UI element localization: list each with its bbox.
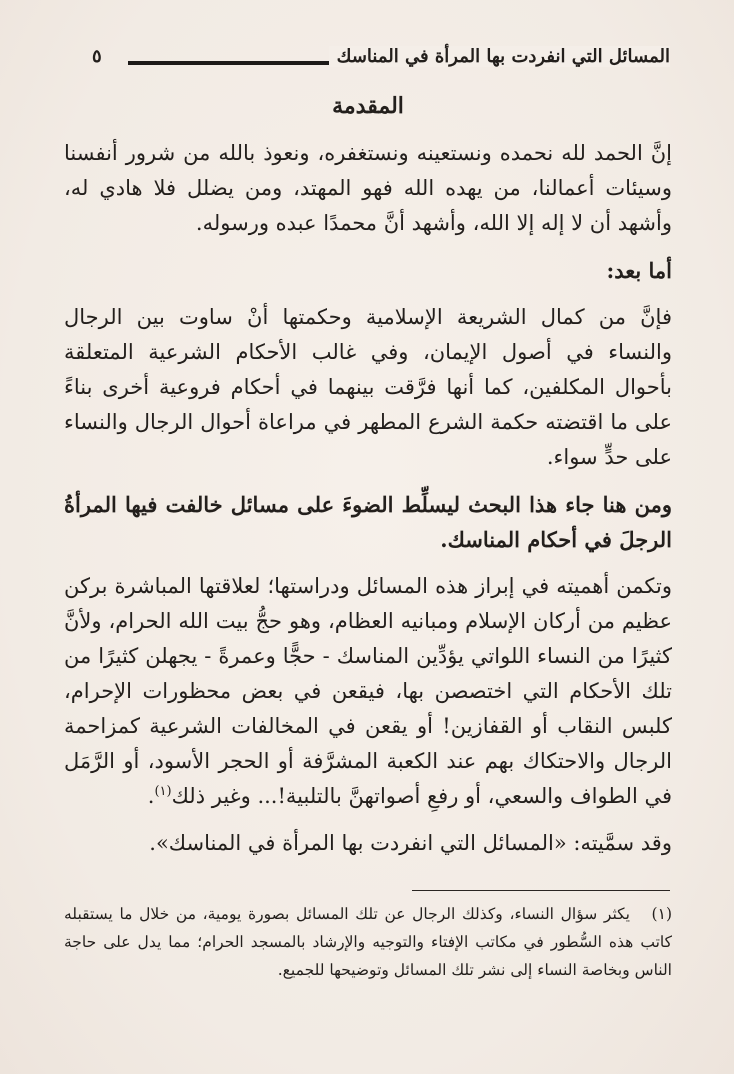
running-header [92,46,670,76]
footnote-separator [412,890,670,891]
page-number: ٥ [92,46,102,67]
paragraph-title-naming: وقد سمَّيته: «المسائل التي انفردت بها المرأة في المناسك». [149,831,672,855]
footnote-number: (١) [651,905,672,923]
paragraph-sharia: فإنَّ من كمال الشريعة الإسلامية وحكمتها أنْ ساوت بين الرجال والنساء في أصول الإيمان، وفي غالب الأحكام الشرعية المتعلقة بأحوال المكلفين، كما أنها فرَّقت بينهما في أحكام فروعية أخرى بناءً على ما اقتضته حكمة الشرع المطهر في مراعاة أحوال الرجال والنساء على حدٍّ سواء. [64,305,672,469]
footnote-text: يكثر سؤال النساء، وكذلك الرجال عن تلك المسائل بصورة يومية، من خلال ما يستقبله كاتب هذه السُّطور في مكاتب الإفتاء والتوجيه والإرشاد بالمسجد الحرام؛ مما يدل على حاجة الناس وبخاصة النساء إلى نشر تلك المسائل وتوضيحها للجميع. [64,905,672,979]
paragraph-research-purpose: ومن هنا جاء هذا البحث ليسلِّط الضوءَ على مسائل خالفت فيها المرأةُ الرجلَ في أحكام المناسك. [64,492,672,552]
footnote-reference[interactable]: (١) [154,784,172,799]
paragraph-opening: إنَّ الحمد لله نحمده ونستعينه ونستغفره، ونعوذ بالله من شرور أنفسنا وسيئات أعمالنا، من يهده الله فهو المهتد، ومن يضلل فلا هادي له، وأشهد أن لا إله إلا الله، وأشهد أنَّ محمدًا عبده ورسوله. [64,141,672,235]
main-text [64,88,672,873]
paragraph-importance-text: وتكمن أهميته في إبراز هذه المسائل ودراستها؛ لعلاقتها المباشرة بركن عظيم من أركان الإسلام ومبانيه العظام، وهو حجُّ بيت الله الحرام، ولأنَّ كثيرًا من النساء اللواتي يؤدِّين المناسك - حجًّا وعمرةً - يجهلن كثيرًا من تلك الأحكام التي اختصصن بها، فيقعن في بعض محظورات الإحرام، كلبس النقاب أو القفازين! أو يقعن في المخالفات الشرعية كمزاحمة الرجال والاحتكاك بهم عند الكعبة المشرَّفة أو الحجر الأسود، أو الرَّمَل في الطواف والسعي، أو رفعِ أصواتهنَّ بالتلبية!... وغير ذلك [64,574,672,808]
header-title: المسائل التي انفردت بها المرأة في المناسك [329,46,670,67]
footnote-area [64,900,672,984]
paragraph-amma-bad: أما بعد: [606,258,672,283]
paragraph-importance: وتكمن أهميته في إبراز هذه المسائل ودراستها؛ لعلاقتها المباشرة بركن عظيم من أركان الإسلام ومبانيه العظام، وهو حجُّ بيت الله الحرام، ولأنَّ كثيرًا من النساء اللواتي يؤدِّين المناسك - حجًّا وعمرةً - يجهلن كثيرًا من تلك الأحكام التي اختصصن بها، فيقعن في بعض محظورات الإحرام، كلبس النقاب أو القفازين! أو يقعن في المخالفات الشرعية كمزاحمة الرجال والاحتكاك بهم عند الكعبة المشرَّفة أو الحجر الأسود، أو الرَّمَل في الطواف والسعي، أو رفعِ أصواتهنَّ بالتلبية!... وغير ذلك$^{(١)}$. [64,574,672,808]
section-title: المقدمة [332,93,404,119]
